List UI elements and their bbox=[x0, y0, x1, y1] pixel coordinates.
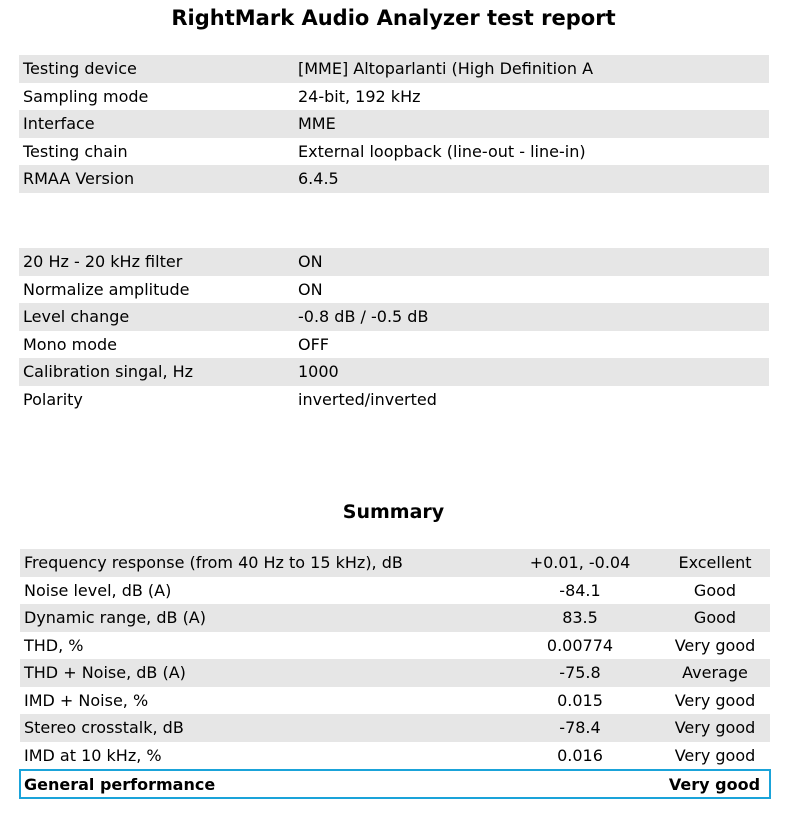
table-row bbox=[19, 331, 769, 359]
table-row bbox=[19, 83, 769, 111]
row-value: 1000 bbox=[298, 362, 339, 382]
general-performance-label: General performance bbox=[20, 770, 500, 798]
table-row bbox=[20, 549, 770, 577]
row-value: External loopback (line-out - line-in) bbox=[298, 141, 586, 161]
metric-label: Noise level, dB (A) bbox=[24, 580, 172, 600]
general-performance-spacer bbox=[500, 770, 656, 798]
row-label: Sampling mode bbox=[23, 86, 149, 106]
table-row bbox=[20, 577, 770, 605]
table-row bbox=[19, 248, 769, 276]
metric-label: THD + Noise, dB (A) bbox=[24, 663, 186, 683]
row-value: ON bbox=[298, 279, 323, 299]
table-row bbox=[20, 632, 770, 660]
row-label: Mono mode bbox=[23, 334, 117, 354]
row-label: Polarity bbox=[23, 389, 83, 409]
table-row bbox=[20, 687, 770, 715]
metric-rating: Very good bbox=[674, 718, 756, 738]
metric-label: IMD at 10 kHz, % bbox=[24, 745, 162, 765]
metric-value: +0.01, -0.04 bbox=[529, 553, 631, 573]
row-label: Calibration singal, Hz bbox=[23, 362, 194, 382]
table-row bbox=[20, 604, 770, 632]
report-title: RightMark Audio Analyzer test report bbox=[171, 6, 616, 30]
table-row bbox=[19, 276, 769, 304]
row-value: 24-bit, 192 kHz bbox=[298, 86, 421, 106]
table-row bbox=[19, 386, 769, 414]
metric-rating: Good bbox=[693, 608, 737, 628]
row-label: Level change bbox=[23, 307, 130, 327]
row-value: MME bbox=[298, 114, 336, 134]
metric-value: 83.5 bbox=[562, 608, 598, 628]
table-row bbox=[19, 303, 769, 331]
metric-rating: Excellent bbox=[678, 553, 752, 573]
row-label: Testing device bbox=[23, 59, 137, 79]
row-value: -0.8 dB / -0.5 dB bbox=[298, 307, 429, 327]
general-performance-rating: Very good bbox=[656, 770, 770, 798]
row-value: ON bbox=[298, 252, 323, 272]
general-performance-row bbox=[20, 770, 770, 798]
metric-rating: Very good bbox=[674, 635, 756, 655]
metric-rating: Very good bbox=[674, 745, 756, 765]
metric-rating: Average bbox=[682, 663, 748, 683]
table-row bbox=[19, 138, 769, 166]
row-label: RMAA Version bbox=[23, 169, 135, 189]
row-value: 6.4.5 bbox=[298, 169, 339, 189]
device-info-table bbox=[19, 55, 769, 193]
table-row bbox=[19, 165, 769, 193]
table-row bbox=[19, 55, 769, 83]
table-row bbox=[20, 742, 770, 771]
row-label: Testing chain bbox=[23, 141, 128, 161]
row-value: [MME] Altoparlanti (High Definition A bbox=[298, 59, 594, 79]
metric-label: Stereo crosstalk, dB bbox=[24, 718, 184, 738]
summary-table bbox=[19, 549, 771, 799]
metric-value: -75.8 bbox=[559, 663, 601, 683]
metric-value: 0.015 bbox=[557, 690, 603, 710]
settings-table bbox=[19, 248, 769, 413]
metric-label: IMD + Noise, % bbox=[24, 690, 149, 710]
row-label: Interface bbox=[23, 114, 95, 134]
row-value: OFF bbox=[298, 334, 329, 354]
row-label: 20 Hz - 20 kHz filter bbox=[23, 252, 183, 272]
table-row bbox=[19, 358, 769, 386]
metric-rating: Good bbox=[693, 580, 737, 600]
metric-label: Frequency response (from 40 Hz to 15 kHz), dB bbox=[24, 553, 403, 573]
metric-label: Dynamic range, dB (A) bbox=[24, 608, 206, 628]
metric-value: -84.1 bbox=[559, 580, 601, 600]
table-row bbox=[19, 110, 769, 138]
metric-value: 0.00774 bbox=[546, 635, 614, 655]
row-value: inverted/inverted bbox=[298, 389, 437, 409]
table-row bbox=[20, 659, 770, 687]
metric-value: -78.4 bbox=[559, 718, 601, 738]
row-label: Normalize amplitude bbox=[23, 279, 190, 299]
summary-heading: Summary bbox=[342, 501, 445, 523]
metric-label: THD, % bbox=[24, 635, 84, 655]
metric-value: 0.016 bbox=[557, 745, 603, 765]
metric-rating: Very good bbox=[674, 690, 756, 710]
table-row bbox=[20, 714, 770, 742]
